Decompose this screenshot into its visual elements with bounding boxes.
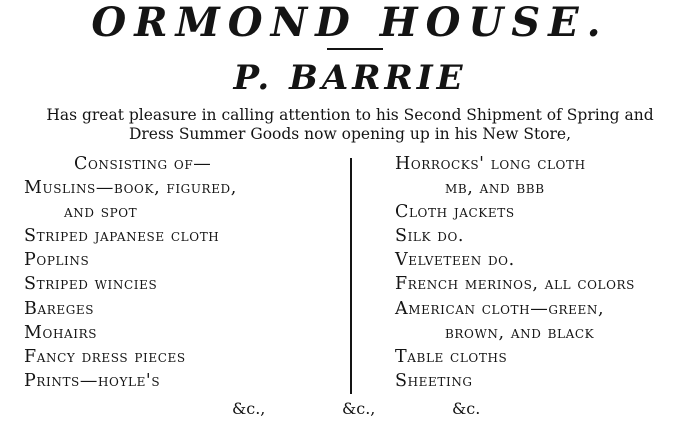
intro-text [0,106,700,144]
proprietor-name: P. BARRIE [233,58,467,98]
list-item: Consisting of— [74,154,212,174]
right-goods-list [395,152,695,393]
list-item: brown, and black [445,322,595,343]
list-item: mb, and bbb [445,178,545,199]
list-item: Fancy dress pieces [24,346,186,367]
list-item: Poplins [24,250,90,271]
list-item: Velveteen do. [395,250,515,271]
list-item: Striped wincies [24,274,158,295]
title-rule [327,48,383,50]
list-item: Silk do. [395,226,465,247]
intro-line-2: Dress Summer Goods now opening up in his New Store, [128,125,572,143]
list-item: Cloth jackets [395,202,515,223]
list-item: American cloth—green, [395,298,605,319]
etc-mark-1: &c., [232,399,266,418]
list-item: Mohairs [24,322,98,343]
list-item: Sheeting [395,370,473,391]
list-item: French merinos, all colors [395,274,636,295]
store-title: ORMOND HOUSE. [91,0,609,46]
list-item: Muslins—book, figured, [24,178,237,199]
list-item: Bareges [24,298,95,319]
list-item: and spot [64,202,138,223]
list-item: Striped japanese cloth [24,226,220,247]
intro-line-1: Has great pleasure in calling attention to his Second Shipment of Spring and [46,106,654,124]
list-item: Horrocks' long cloth [395,154,586,174]
etc-mark-2: &c., [342,399,376,418]
column-divider [350,158,352,394]
list-item: Table cloths [395,346,508,367]
left-goods-list [24,152,344,393]
list-item: Prints—hoyle's [24,370,161,391]
etc-mark-3: &c. [452,399,481,418]
